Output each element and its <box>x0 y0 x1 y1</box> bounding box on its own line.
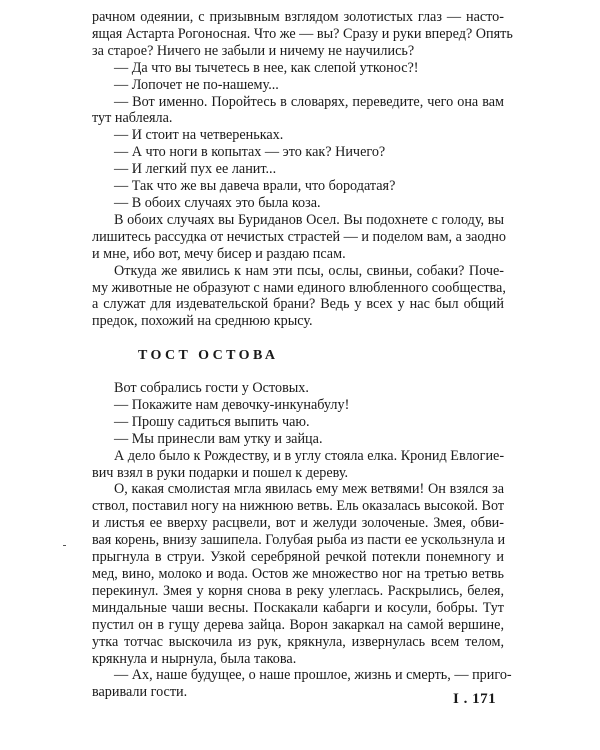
text-line: — И легкий пух ее ланит... <box>114 161 277 178</box>
text-line: — Да что вы тычетесь в нее, как слепой утконос?! <box>114 59 419 76</box>
text-line: — И стоит на четвереньках. <box>114 127 284 144</box>
text-line: — В обоих случаях это была коза. <box>114 194 321 211</box>
text-line: — Лопочет не по-нашему... <box>114 76 279 93</box>
text-line: вич взял в руки подарки и пошел к дереву. <box>92 464 349 481</box>
text-line: — Ах, наше будущее, о наше прошлое, жизнь и смерть, — приго- <box>114 667 512 684</box>
text-line: крякнула и нырнула, была такова. <box>92 650 297 667</box>
text-line: Вот собрались гости у Остовых. <box>114 380 309 396</box>
text-line: рачном одеянии, с призывным взглядом золотистых глаз — насто- <box>92 9 504 25</box>
text-block-bottom <box>92 380 512 701</box>
text-line: за старое? Ничего не забыли и ничему не научились? <box>92 42 415 59</box>
text-line: вая корень, внизу зашипела. Голубая рыба из пасти ее ускользнула и <box>92 532 506 549</box>
text-line: лишитесь рассудка от нечистых страстей — и поделом вам, а заодно <box>92 228 506 245</box>
text-line: Откуда же явились к нам эти псы, ослы, свиньи, собаки? Поче- <box>114 262 504 279</box>
text-line: — Покажите нам девочку-инкунабулу! <box>114 396 350 413</box>
text-line: О, какая смолистая мгла явилась ему меж ветвями! Он взялся за <box>114 481 504 498</box>
text-line: варивали гости. <box>92 684 188 701</box>
text-line: прыгнула в струи. Узкой серебряной речкой потекли понемногу и <box>92 549 504 566</box>
text-line: миндальные чаши весны. Поскакали кабарги и косули, бобры. Тут <box>92 599 504 616</box>
text-line: мед, вино, молоко и вода. Остов же множество ног на третью ветвь <box>92 565 504 582</box>
text-line: предок, похожий на среднюю крысу. <box>92 313 313 330</box>
text-line: ствол, поставил ногу на нижнюю ветвь. Ель оказалась высокой. Вот <box>92 498 505 515</box>
text-line: — Так что же вы давеча врали, что бородатая? <box>114 178 396 195</box>
text-line: пустил он в гущу дерева зайца. Ворон закаркал на самой вершине, <box>92 616 504 633</box>
page-number: I . 171 <box>453 691 497 707</box>
text-line: — Мы принесли вам утку и зайца. <box>114 430 323 447</box>
text-line: и мне, ибо вот, мечу бисер и раздаю псам. <box>92 245 346 262</box>
section-heading: ТОСТ ОСТОВА <box>138 348 279 363</box>
text-line: — Вот именно. Поройтесь в словарях, переведите, чего она вам <box>114 93 504 110</box>
text-line: ящая Астарта Рогоносная. Что же — вы? Сразу и руки вперед? Опять <box>92 25 513 42</box>
text-line: А дело было к Рождеству, и в углу стояла елка. Кронид Евлогие- <box>114 447 505 464</box>
margin-mark <box>63 545 66 546</box>
text-line: — Прошу садиться выпить чаю. <box>114 413 310 430</box>
text-line: перекинул. Змея у корня снова в реку улеглась. Раскрылись, белея, <box>92 582 504 599</box>
text-line: — А что ноги в копытах — это как? Ничего? <box>114 144 386 161</box>
text-line: тут наблеяла. <box>92 110 173 127</box>
text-line: а служат для издевательской брани? Ведь у всех у нас был общий <box>92 296 504 313</box>
text-line: и листья ее вверху расцвели, вот и желуди золоченые. Змея, обви- <box>92 515 504 532</box>
text-line: В обоих случаях вы Буриданов Осел. Вы подохнете с голоду, вы <box>114 211 504 228</box>
text-block-top <box>92 9 513 330</box>
text-line: му животные не образуют с нами единого влюбленного сообщества, <box>92 279 506 296</box>
text-line: утка тотчас выскочила из рук, крякнула, извернулась всем телом, <box>92 633 504 650</box>
